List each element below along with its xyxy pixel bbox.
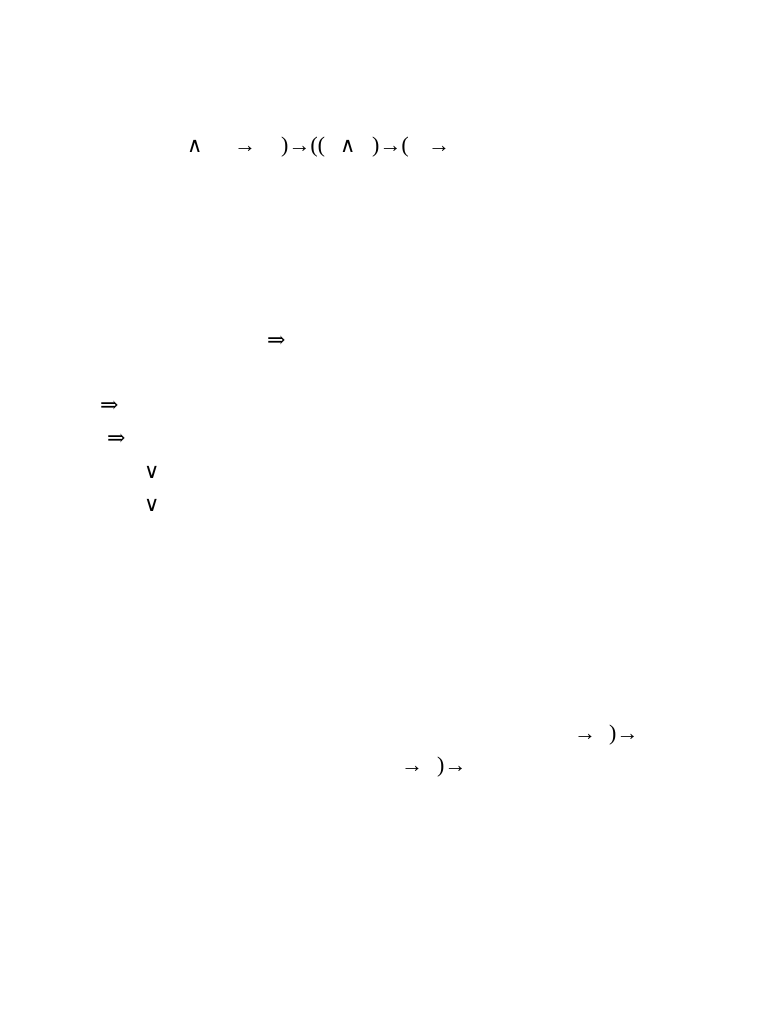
- arrow-symbol: →: [234, 132, 256, 157]
- or-symbol: ∨: [144, 460, 160, 483]
- or-symbol: ∨: [144, 493, 160, 516]
- and-symbol: ∧: [340, 134, 356, 157]
- implies-symbol: ⇒: [267, 327, 286, 352]
- formula-fragment: )→(: [372, 132, 409, 157]
- arrow-symbol: →: [428, 132, 450, 157]
- arrow-symbol: →: [401, 752, 423, 777]
- formula-fragment: )→: [609, 720, 639, 745]
- formula-fragment: )→: [437, 752, 467, 777]
- arrow-symbol: →: [574, 720, 596, 745]
- formula-fragment: )→((: [281, 132, 325, 157]
- implies-symbol: ⇒: [107, 425, 126, 450]
- and-symbol: ∧: [187, 134, 203, 157]
- implies-symbol: ⇒: [100, 392, 119, 417]
